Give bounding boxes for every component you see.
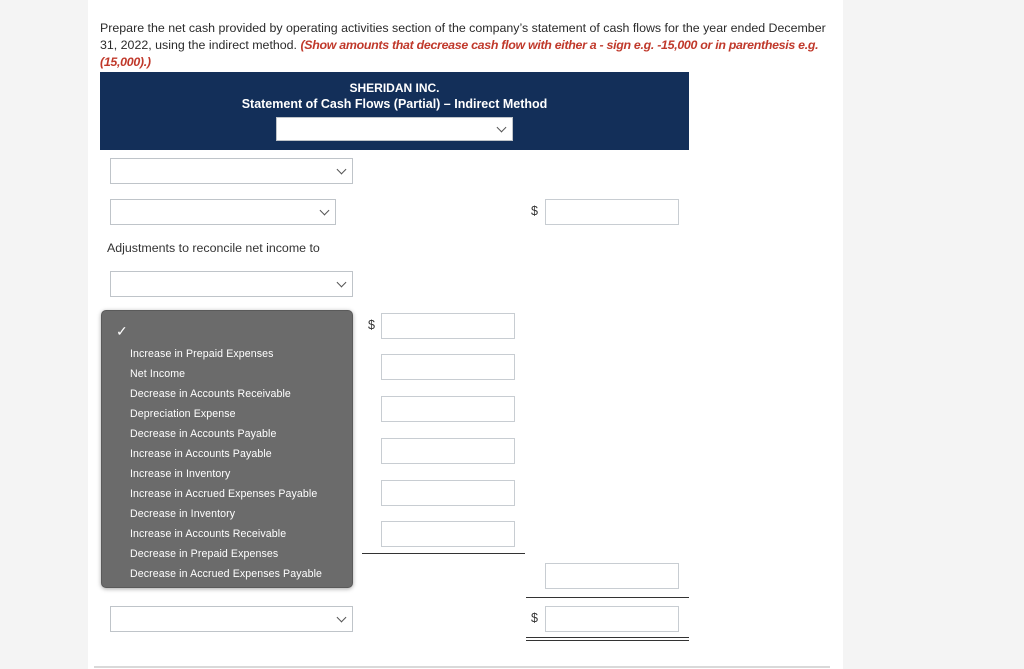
- question-panel: [88, 0, 843, 669]
- currency-symbol: $: [531, 611, 538, 625]
- instructions-text: Prepare the net cash provided by operating activities section of the company’s statement of cash flows for the year ended December 31, 2022, using the indirect method.: [100, 21, 826, 52]
- double-rule-bottom: [526, 640, 689, 641]
- adjustment-amount-input[interactable]: [381, 480, 515, 506]
- adjustment-amount-input[interactable]: [381, 396, 515, 422]
- net-income-amount-input[interactable]: [545, 199, 679, 225]
- chevron-down-icon: [337, 278, 347, 288]
- dropdown-option[interactable]: Increase in Inventory: [130, 468, 231, 480]
- right-margin: [843, 0, 1024, 669]
- dropdown-option[interactable]: Decrease in Accounts Receivable: [130, 388, 291, 400]
- total-adjustments-input[interactable]: [545, 563, 679, 589]
- adjustment-amount-input[interactable]: [381, 521, 515, 547]
- dropdown-option[interactable]: Increase in Accounts Receivable: [130, 528, 287, 540]
- company-name: SHERIDAN INC.: [349, 81, 440, 95]
- statement-header: [100, 72, 689, 150]
- period-select[interactable]: [276, 117, 513, 141]
- net-cash-label-select[interactable]: [110, 606, 353, 632]
- currency-symbol: $: [531, 204, 538, 218]
- adjustments-label: Adjustments to reconcile net income to: [107, 241, 320, 255]
- net-cash-amount-input[interactable]: [545, 606, 679, 632]
- left-margin: [0, 0, 88, 669]
- chevron-down-icon: [497, 123, 507, 133]
- instructions: [100, 20, 835, 71]
- adjustment-amount-input[interactable]: [381, 438, 515, 464]
- dropdown-option[interactable]: Increase in Accrued Expenses Payable: [130, 488, 318, 500]
- dropdown-option[interactable]: Net Income: [130, 368, 186, 380]
- chevron-down-icon: [337, 613, 347, 623]
- dropdown-option[interactable]: Depreciation Expense: [130, 408, 236, 420]
- bottom-divider: [94, 666, 830, 668]
- instructions-note: (Show amounts that decrease cash flow with either a - sign e.g. -15,000 or in parenthesis e.g. (15,000).): [100, 38, 819, 69]
- dropdown-option[interactable]: Decrease in Accounts Payable: [130, 428, 277, 440]
- dropdown-option[interactable]: Decrease in Prepaid Expenses: [130, 548, 279, 560]
- adjustment-amount-input[interactable]: [381, 313, 515, 339]
- dropdown-option[interactable]: Decrease in Accrued Expenses Payable: [130, 568, 323, 580]
- chevron-down-icon: [337, 165, 347, 175]
- total-rule: [526, 597, 689, 598]
- account-dropdown-menu[interactable]: [101, 310, 353, 588]
- double-rule-top: [526, 637, 689, 638]
- adjustments-heading-select[interactable]: [110, 271, 353, 297]
- currency-symbol: $: [368, 318, 375, 332]
- dropdown-option[interactable]: Increase in Accounts Payable: [130, 448, 272, 460]
- dropdown-option[interactable]: Increase in Prepaid Expenses: [130, 348, 274, 360]
- net-income-select[interactable]: [110, 199, 336, 225]
- adjustment-amount-input[interactable]: [381, 354, 515, 380]
- statement-title: Statement of Cash Flows (Partial) – Indirect Method: [241, 97, 548, 111]
- dropdown-option[interactable]: Decrease in Inventory: [130, 508, 236, 520]
- subtotal-rule: [362, 553, 525, 554]
- check-icon: ✓: [116, 323, 128, 339]
- chevron-down-icon: [320, 206, 330, 216]
- section-heading-select[interactable]: [110, 158, 353, 184]
